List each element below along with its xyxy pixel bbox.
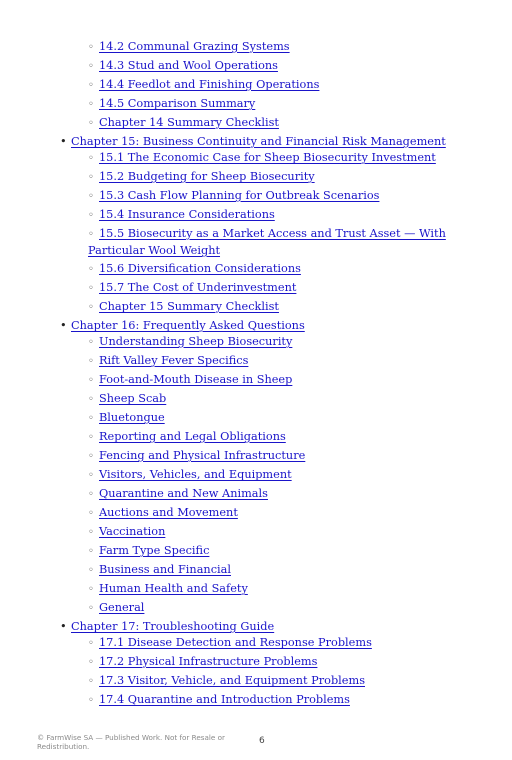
toc-subitem[interactable] (88, 226, 448, 259)
toc-subitem[interactable] (88, 39, 290, 56)
circle-bullet-icon: ◦ (88, 489, 94, 500)
toc-link[interactable]: Foot-and-Mouth Disease in Sheep (99, 373, 293, 386)
toc-subitem[interactable] (88, 524, 165, 541)
circle-bullet-icon: ◦ (88, 302, 94, 313)
circle-bullet-icon: ◦ (88, 638, 94, 649)
toc-subitem[interactable] (88, 115, 279, 132)
bullet-icon: • (60, 620, 67, 633)
toc-chapter-link[interactable]: Chapter 15: Business Continuity and Financial Risk Management (71, 135, 446, 148)
toc-subitem[interactable] (88, 581, 248, 598)
circle-bullet-icon: ◦ (88, 546, 94, 557)
circle-bullet-icon: ◦ (88, 264, 94, 275)
toc-subitem[interactable] (88, 673, 365, 690)
circle-bullet-icon: ◦ (88, 337, 94, 348)
toc-link[interactable]: Sheep Scab (99, 392, 167, 405)
toc-link[interactable]: 17.3 Visitor, Vehicle, and Equipment Problems (99, 674, 365, 687)
toc-link[interactable]: 14.3 Stud and Wool Operations (99, 59, 278, 72)
toc-link[interactable]: 15.6 Diversification Considerations (99, 262, 301, 275)
circle-bullet-icon: ◦ (88, 229, 94, 240)
toc-subitem[interactable] (88, 429, 286, 446)
toc-subitem[interactable] (88, 448, 305, 465)
toc-subitem[interactable] (88, 486, 268, 503)
toc-chapter-link[interactable]: Chapter 17: Troubleshooting Guide (71, 620, 275, 633)
toc-link[interactable]: 14.4 Feedlot and Finishing Operations (99, 78, 320, 91)
toc-link[interactable]: Business and Financial (99, 563, 231, 576)
toc-link[interactable]: Rift Valley Fever Specifics (99, 354, 249, 367)
toc-link[interactable]: 15.3 Cash Flow Planning for Outbreak Scenarios (99, 189, 380, 202)
toc-subitem[interactable] (88, 391, 166, 408)
toc-link[interactable]: Human Health and Safety (99, 582, 248, 595)
toc-subitem[interactable] (88, 96, 255, 113)
toc-subitem[interactable] (88, 505, 238, 522)
toc-link[interactable]: 17.2 Physical Infrastructure Problems (99, 655, 318, 668)
toc-chapter-17[interactable] (60, 619, 274, 635)
circle-bullet-icon: ◦ (88, 80, 94, 91)
circle-bullet-icon: ◦ (88, 118, 94, 129)
toc-link[interactable]: 15.4 Insurance Considerations (99, 208, 275, 221)
circle-bullet-icon: ◦ (88, 565, 94, 576)
page-number: 6 (259, 736, 265, 746)
toc-chapter-16[interactable] (60, 318, 305, 334)
toc-subitem[interactable] (88, 299, 279, 316)
toc-chapter-15[interactable] (60, 134, 446, 150)
toc-subitem[interactable] (88, 334, 292, 351)
circle-bullet-icon: ◦ (88, 676, 94, 687)
toc-link[interactable]: Visitors, Vehicles, and Equipment (99, 468, 292, 481)
circle-bullet-icon: ◦ (88, 153, 94, 164)
circle-bullet-icon: ◦ (88, 356, 94, 367)
toc-link[interactable]: Chapter 14 Summary Checklist (99, 116, 279, 129)
toc-link[interactable]: General (99, 601, 145, 614)
circle-bullet-icon: ◦ (88, 695, 94, 706)
toc-link[interactable]: 15.1 The Economic Case for Sheep Biosecurity Investment (99, 151, 436, 164)
toc-link[interactable]: Farm Type Specific (99, 544, 210, 557)
toc-subitem[interactable] (88, 562, 231, 579)
circle-bullet-icon: ◦ (88, 508, 94, 519)
toc-link[interactable]: 15.7 The Cost of Underinvestment (99, 281, 297, 294)
circle-bullet-icon: ◦ (88, 394, 94, 405)
circle-bullet-icon: ◦ (88, 61, 94, 72)
toc-link[interactable]: Understanding Sheep Biosecurity (99, 335, 293, 348)
circle-bullet-icon: ◦ (88, 657, 94, 668)
toc-chapter-link[interactable]: Chapter 16: Frequently Asked Questions (71, 319, 305, 332)
circle-bullet-icon: ◦ (88, 527, 94, 538)
toc-subitem[interactable] (88, 410, 165, 427)
toc-subitem[interactable] (88, 188, 379, 205)
footer-copyright: © FarmWise SA — Published Work. Not for Resale or Redistribution. (37, 733, 225, 751)
toc-link[interactable]: Chapter 15 Summary Checklist (99, 300, 279, 313)
toc-link[interactable]: 14.5 Comparison Summary (99, 97, 256, 110)
circle-bullet-icon: ◦ (88, 99, 94, 110)
bullet-icon: • (60, 135, 67, 148)
circle-bullet-icon: ◦ (88, 210, 94, 221)
circle-bullet-icon: ◦ (88, 172, 94, 183)
circle-bullet-icon: ◦ (88, 603, 94, 614)
circle-bullet-icon: ◦ (88, 42, 94, 53)
toc-link[interactable]: Quarantine and New Animals (99, 487, 268, 500)
circle-bullet-icon: ◦ (88, 451, 94, 462)
toc-link[interactable]: 14.2 Communal Grazing Systems (99, 40, 290, 53)
circle-bullet-icon: ◦ (88, 413, 94, 424)
toc-subitem[interactable] (88, 207, 275, 224)
toc-link[interactable]: 15.5 Biosecurity as a Market Access and Trust Asset — With Particular Wool Weight (88, 227, 446, 257)
circle-bullet-icon: ◦ (88, 470, 94, 481)
toc-link[interactable]: Reporting and Legal Obligations (99, 430, 286, 443)
toc-subitem[interactable] (88, 169, 315, 186)
circle-bullet-icon: ◦ (88, 375, 94, 386)
toc-link[interactable]: Fencing and Physical Infrastructure (99, 449, 306, 462)
toc-link[interactable]: Bluetongue (99, 411, 165, 424)
circle-bullet-icon: ◦ (88, 191, 94, 202)
bullet-icon: • (60, 319, 67, 332)
toc-subitem[interactable] (88, 77, 319, 94)
circle-bullet-icon: ◦ (88, 432, 94, 443)
toc-link[interactable]: Vaccination (99, 525, 166, 538)
toc-subitem[interactable] (88, 280, 296, 297)
circle-bullet-icon: ◦ (88, 283, 94, 294)
toc-link[interactable]: Auctions and Movement (99, 506, 238, 519)
toc-subitem[interactable] (88, 150, 436, 167)
toc-subitem[interactable] (88, 692, 350, 709)
toc-link[interactable]: 17.1 Disease Detection and Response Problems (99, 636, 372, 649)
toc-subitem[interactable] (88, 543, 209, 560)
toc-subitem[interactable] (88, 467, 292, 484)
toc-subitem[interactable] (88, 635, 372, 652)
toc-link[interactable]: 17.4 Quarantine and Introduction Problems (99, 693, 350, 706)
toc-subitem[interactable] (88, 600, 144, 617)
circle-bullet-icon: ◦ (88, 584, 94, 595)
toc-subitem[interactable] (88, 372, 292, 389)
toc-subitem[interactable] (88, 58, 278, 75)
toc-subitem[interactable] (88, 654, 317, 671)
toc-subitem[interactable] (88, 353, 248, 370)
toc-subitem[interactable] (88, 261, 301, 278)
toc-link[interactable]: 15.2 Budgeting for Sheep Biosecurity (99, 170, 315, 183)
